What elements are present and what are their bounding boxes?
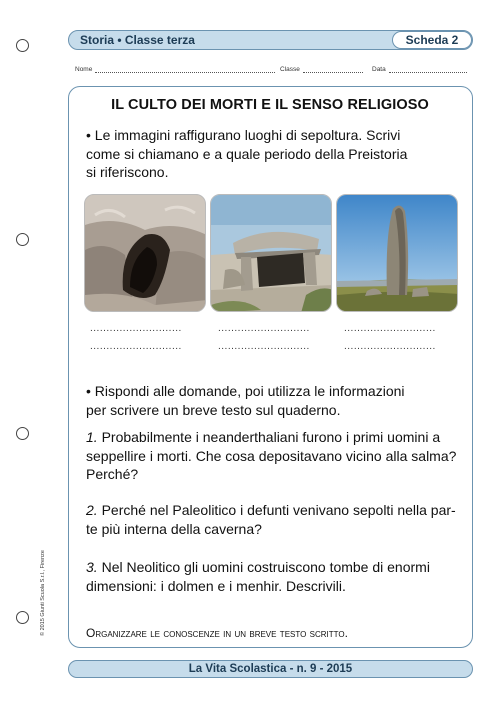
exercise-1-line: • Le immagini raffigurano luoghi di sepoltura. Scrivi (86, 127, 401, 143)
exercise-2-text (86, 382, 405, 419)
answer-line[interactable]: ............................ (218, 341, 310, 352)
copyright-notice: © 2015 Giunti Scuola S.r.l., Firenze (40, 550, 46, 636)
question-number: 2. (86, 502, 98, 518)
question-line: seppellire i morti. Che cosa depositavano vicino alla salma? (86, 447, 457, 464)
nome-line[interactable] (95, 66, 275, 73)
question-line: Perché nel Paleolitico i defunti venivano sepolti nella par- (97, 502, 456, 518)
menhir-photo (336, 194, 458, 312)
question-line: Probabilmente i neanderthaliani furono i primi uomini a (97, 429, 441, 445)
exercise-2-line: • Rispondi alle domande, poi utilizza le informazioni (86, 383, 405, 399)
question-number: 3. (86, 559, 98, 575)
footer-bar: La Vita Scolastica - n. 9 - 2015 (68, 660, 473, 678)
instruction-text: Organizzare le conoscenze in un breve testo scritto. (86, 626, 348, 640)
question-1 (86, 428, 456, 484)
question-line: Nel Neolitico gli uomini costruiscono tombe di enormi (97, 559, 430, 575)
binder-hole-3 (16, 427, 29, 440)
exercise-1-text (86, 126, 407, 182)
binder-hole-4 (16, 611, 29, 624)
classe-line[interactable] (303, 66, 363, 73)
question-line: dimensioni: i dolmen e i menhir. Descrivili. (86, 577, 346, 594)
binder-hole-2 (16, 233, 29, 246)
question-number: 1. (86, 429, 98, 445)
nome-label: Nome (75, 66, 93, 73)
answer-line[interactable]: ............................ (90, 323, 182, 334)
header-title: Storia • Classe terza (80, 33, 195, 47)
classe-label: Classe (280, 66, 300, 73)
question-3 (86, 558, 430, 595)
exercise-1-line: come si chiamano e a quale periodo della Preistoria (86, 145, 408, 162)
scheda-label: Scheda 2 (392, 31, 472, 49)
exercise-1-line: si riferiscono. (86, 164, 169, 180)
answer-line[interactable]: ............................ (344, 323, 436, 334)
exercise-2-line: per scrivere un breve testo sul quaderno. (86, 401, 341, 418)
answer-line[interactable]: ............................ (218, 323, 310, 334)
dolmen-photo (210, 194, 332, 312)
answer-line[interactable]: ............................ (344, 341, 436, 352)
answer-line[interactable]: ............................ (90, 341, 182, 352)
question-2 (86, 501, 456, 538)
question-line: Perché? (86, 466, 139, 482)
cave-photo (84, 194, 206, 312)
question-line: te più interna della caverna? (86, 520, 262, 537)
binder-hole-1 (16, 39, 29, 52)
data-line[interactable] (389, 66, 467, 73)
data-label: Data (372, 66, 386, 73)
worksheet-title: IL CULTO DEI MORTI E IL SENSO RELIGIOSO (111, 97, 429, 113)
